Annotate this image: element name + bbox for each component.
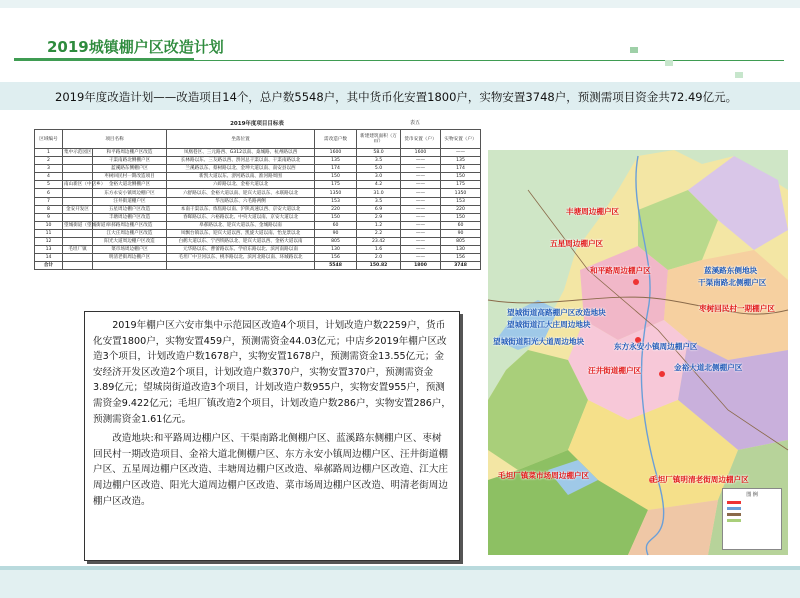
legend-swatch (727, 519, 741, 522)
table-cell (63, 213, 93, 221)
table-cell: 六碎路以北、金裕大道以北 (167, 181, 315, 189)
table-cell: 蓝溪路东侧棚户区 (93, 165, 167, 173)
table-cell: 150 (315, 213, 357, 221)
table-row (35, 149, 481, 157)
table-cell: 1 (35, 149, 63, 157)
table-cell: 五星周边棚户区改造 (93, 205, 167, 213)
map-label-zaoshu: 枣树回民村一期棚户区 (699, 304, 775, 313)
table-cell: 南山新区（中店乡） (64, 182, 106, 188)
table-cell (63, 157, 93, 165)
table-cell: 174 (315, 165, 357, 173)
col-header: 货币安置（户） (401, 130, 441, 149)
col-header: 区域编号 (35, 130, 63, 149)
table-cell: 60 (315, 221, 357, 229)
table-cell: 和平路周边棚户区改造 (93, 149, 167, 157)
col-header: 新建建筑面积（万㎡） (357, 130, 401, 149)
table-cell: 1800 (401, 262, 441, 270)
plan-table (34, 129, 481, 270)
table-cell: 白鹤大道以东、宁西铁路以北、迎宾大道以西、金裕大道以南 (167, 238, 315, 246)
table-row (35, 181, 481, 189)
table-cell: 1600 (401, 149, 441, 157)
map-label-jinyu: 金裕大道北侧棚户区 (674, 363, 743, 372)
legend-swatch (727, 513, 741, 516)
table-cell: 4.2 (357, 181, 401, 189)
table-row (35, 189, 481, 197)
table-cell: —— (401, 189, 441, 197)
col-header: 坐落位置 (167, 130, 315, 149)
table-cell: 9 (35, 213, 63, 221)
table-cell: 220 (315, 205, 357, 213)
table-cell: —— (401, 213, 441, 221)
table-cell: 金安开发区 (63, 205, 93, 213)
table-cell: —— (401, 229, 441, 237)
summary-text: 2019年度改造计划——改造项目14个，总户数5548户，其中货币化安置1800户，实物安置3748户，预测需项目资金共72.49亿元。 (55, 90, 738, 104)
table-cell (63, 262, 93, 270)
table-row (35, 254, 481, 262)
col-header: 实物安置（户） (441, 130, 481, 149)
description-paragraph: 2019年棚户区六安市集中示范园区改造4个项目，计划改造户数2259户，货币化安置1800户，实物安置459户，预测需资金44.03亿元；中店乡2019年棚户区改造3个项目，计划改造户数1678户，实物安置1678户，预测需资金13.55亿元；金安经济开发区改造2个项目，计划改造户数370户，实物安置370户，预测需资金3.89亿元；望城岗街道改造3个项目，计划改造户数955户，实物安置955户，预测需资金9.422亿元；毛坦厂镇改造2个项目，计划改造户数286户，实物安置286户，预测需资金1.61亿元。 (93, 320, 452, 425)
table-cell: 90 (315, 229, 357, 237)
bottom-frame-band (0, 566, 800, 598)
decor-square (735, 72, 743, 78)
bottom-frame-rule (0, 566, 800, 570)
description-box (84, 311, 460, 561)
table-cell: —— (441, 149, 481, 157)
table-cell: 2.0 (357, 254, 401, 262)
table-cell: 毛坦厂中卫河以东、桃李路以北、滨河北路以南、环城路以北 (167, 254, 315, 262)
table-cell: —— (401, 181, 441, 189)
map-label-ganqu: 干渠南路北侧棚户区 (698, 278, 767, 287)
table-row (35, 205, 481, 213)
legend-swatch (727, 507, 741, 510)
table-header-row (35, 130, 481, 149)
table-cell: 805 (441, 238, 481, 246)
plot-marker (633, 279, 639, 285)
table-row (35, 229, 481, 237)
table-cell: 春晖路以东、六裕路以北、中央大道以南、京安大道以北 (167, 213, 315, 221)
table-cell: 175 (441, 181, 481, 189)
map-label-gaohao: 望城街道高路棚户区改造地块 (507, 308, 606, 317)
table-cell: 135 (441, 157, 481, 165)
table-cell: 凤凰巷区、三元路西、G312以南、桑城路、杭州路以西 (167, 149, 315, 157)
table-cell: 3.5 (357, 157, 401, 165)
table-cell: 11 (35, 229, 63, 237)
table-cell: 阳光大道周边棚户区改造 (93, 238, 167, 246)
table-cell: 8 (35, 205, 63, 213)
table-cell: 1.2 (357, 221, 401, 229)
table-row (35, 246, 481, 254)
plan-table-panel (34, 117, 480, 303)
table-cell: 5.0 (357, 165, 401, 173)
map-label-dongfang: 东方永安小镇周边棚户区 (614, 342, 698, 351)
map-label-jiangdazhuang: 望城街道江大庄周边地块 (507, 320, 591, 329)
table-row (35, 197, 481, 205)
map-label-yangguang: 望城街道阳光大道周边地块 (493, 337, 585, 346)
table-cell: 合计 (35, 262, 63, 270)
col-header: 项目名称 (63, 130, 167, 149)
table-cell: —— (401, 246, 441, 254)
legend-swatch (727, 501, 741, 504)
table-cell (63, 189, 93, 197)
table-cell: 菜市场周边棚户区 (93, 246, 167, 254)
table-cell: 153 (315, 197, 357, 205)
table-total-row (35, 262, 481, 270)
table-cell: 毛坦厂镇 (63, 246, 93, 254)
table-cell: 12 (35, 238, 63, 246)
table-cell: 皋郝路周边棚户区改造 (93, 221, 167, 229)
table-cell: 汪井街道棚户区 (93, 197, 167, 205)
table-cell: 58.0 (357, 149, 401, 157)
table-cell: 5548 (315, 262, 357, 270)
table-cell: 新凯大道以东、淠河路以南、淮河路周围 (167, 173, 315, 181)
table-cell: 130 (315, 246, 357, 254)
plots-paragraph: 改造地块:和平路周边棚户区、干渠南路北侧棚户区、蓝溪路东侧棚户区、枣树回民村一期改造项目、金裕大道北侧棚户区、东方永安小镇周边棚户区、汪井街道棚户区、五星周边棚户区改造、丰塘周边棚户区改造、皋郝路周边棚户区改造、江大庄周边棚户区改造、阳光大道周边棚户区改造、菜市场周边棚户区改造、明清老街周边棚户区改造。 (93, 433, 448, 507)
table-cell: 220 (441, 205, 481, 213)
table-cell: 东方永安小镇周边棚户区 (93, 189, 167, 197)
table-note: 表五 (410, 120, 421, 126)
table-cell: —— (401, 221, 441, 229)
table-cell: 13 (35, 246, 63, 254)
table-row (35, 157, 481, 165)
table-cell: 805 (315, 238, 357, 246)
table-cell: —— (401, 157, 441, 165)
decor-square (630, 47, 638, 53)
table-caption: 2019年度项目目标表 (230, 121, 284, 127)
table-cell (63, 254, 93, 262)
table-cell: 元华路以东、曹蕾路以东、学府东路以北、滨河南路以南 (167, 246, 315, 254)
table-cell: 金裕大道北侧棚户区 (93, 181, 167, 189)
map-label-lanxi: 蓝溪路东侧地块 (704, 266, 758, 275)
decor-square (665, 60, 673, 66)
table-cell: 90 (441, 229, 481, 237)
table-cell: 3 (35, 165, 63, 173)
table-cell: 3748 (441, 262, 481, 270)
top-frame-band (0, 0, 800, 8)
table-cell: 6.9 (357, 205, 401, 213)
table-cell: 23.42 (357, 238, 401, 246)
table-cell: 175 (315, 181, 357, 189)
table-cell: 枣树回民村一期改造项目 (93, 173, 167, 181)
table-cell: 10 (35, 221, 63, 229)
table-cell: 望城街道（望城街道） (64, 222, 110, 228)
table-row (35, 221, 481, 229)
map-legend (722, 488, 782, 550)
table-cell: 5 (35, 181, 63, 189)
table-row (35, 213, 481, 221)
table-cell: —— (401, 254, 441, 262)
map-label-mingqing: 毛坦厂镇明清老街周边棚户区 (650, 475, 749, 484)
legend-title: 图 例 (746, 492, 758, 498)
table-cell (93, 262, 167, 270)
table-cell: 2.2 (357, 229, 401, 237)
table-cell: 4 (35, 173, 63, 181)
table-cell: 150.82 (357, 262, 401, 270)
table-cell: 6 (35, 189, 63, 197)
table-cell: 150 (315, 173, 357, 181)
table-cell (63, 238, 93, 246)
table-cell: 丰塘周边棚户区改造 (93, 213, 167, 221)
table-cell: 江大庄周边棚户区改造 (93, 229, 167, 237)
table-body (35, 149, 481, 270)
map-label-heping: 和平路周边棚户区 (590, 266, 651, 275)
col-header: 需改造户数 (315, 130, 357, 149)
table-row (35, 165, 481, 173)
table-cell: 六舒路以东、金裕大道以南、迎宾大道以东、永联路以北 (167, 189, 315, 197)
table-cell: 31.0 (357, 189, 401, 197)
table-cell (63, 165, 93, 173)
table-cell: 153 (441, 197, 481, 205)
table-cell: 华岳路以东、六毛路两侧 (167, 197, 315, 205)
table-cell: 7 (35, 197, 63, 205)
table-row (35, 173, 481, 181)
table-cell: 3.5 (357, 197, 401, 205)
table-cell: 明清老街周边棚户区 (93, 254, 167, 262)
table-cell: 干渠南路北侧棚户区 (93, 157, 167, 165)
table-cell: 长林路以东、三友路以西、淠河总干渠以南、干渠南路以北 (167, 157, 315, 165)
table-cell: —— (401, 173, 441, 181)
plot-marker (659, 371, 665, 377)
table-cell: —— (401, 165, 441, 173)
table-row (35, 238, 481, 246)
table-cell (63, 197, 93, 205)
table-cell (63, 229, 93, 237)
table-cell: 1350 (315, 189, 357, 197)
table-cell: 兰溪路以东、蔡树路以北、金坤大道以南、南安县以西 (167, 165, 315, 173)
table-cell: 2 (35, 157, 63, 165)
table-cell: 1.6 (357, 246, 401, 254)
table-cell (167, 262, 315, 270)
map-label-caishichang: 毛坦厂镇菜市场周边棚户区 (498, 471, 590, 480)
map-label-wangjing: 汪井街道棚户区 (588, 366, 642, 375)
table-cell: 150 (441, 173, 481, 181)
table-cell: 本南干渠以东、炼焦路以南、沪陕高速以西、京安大道以北 (167, 205, 315, 213)
table-cell: 150 (441, 213, 481, 221)
table-cell: 皋郝路以北、迎宾大道以东、金城路以南 (167, 221, 315, 229)
table-cell: 156 (315, 254, 357, 262)
table-cell: 156 (441, 254, 481, 262)
table-cell: 1350 (441, 189, 481, 197)
page-title: 2019城镇棚户区改造计划 (47, 38, 224, 56)
table-cell: —— (401, 205, 441, 213)
map-label-wuxing: 五星周边棚户区 (550, 239, 604, 248)
table-cell: 135 (315, 157, 357, 165)
table-cell: 3.0 (357, 173, 401, 181)
table-cell: 1600 (315, 149, 357, 157)
table-cell: —— (401, 197, 441, 205)
table-cell: 60 (441, 221, 481, 229)
table-cell: 174 (441, 165, 481, 173)
table-cell: 凤飘台镇以东、迎宾大道以西、凯旋大道以南、怡龙景以北 (167, 229, 315, 237)
table-cell (63, 173, 93, 181)
table-cell: 2.9 (357, 213, 401, 221)
map-label-fengtang: 丰塘周边棚户区 (566, 207, 620, 216)
table-cell: 集中示范园区 (64, 150, 92, 156)
table-cell: —— (401, 238, 441, 246)
table-cell: 14 (35, 254, 63, 262)
table-cell: 130 (441, 246, 481, 254)
